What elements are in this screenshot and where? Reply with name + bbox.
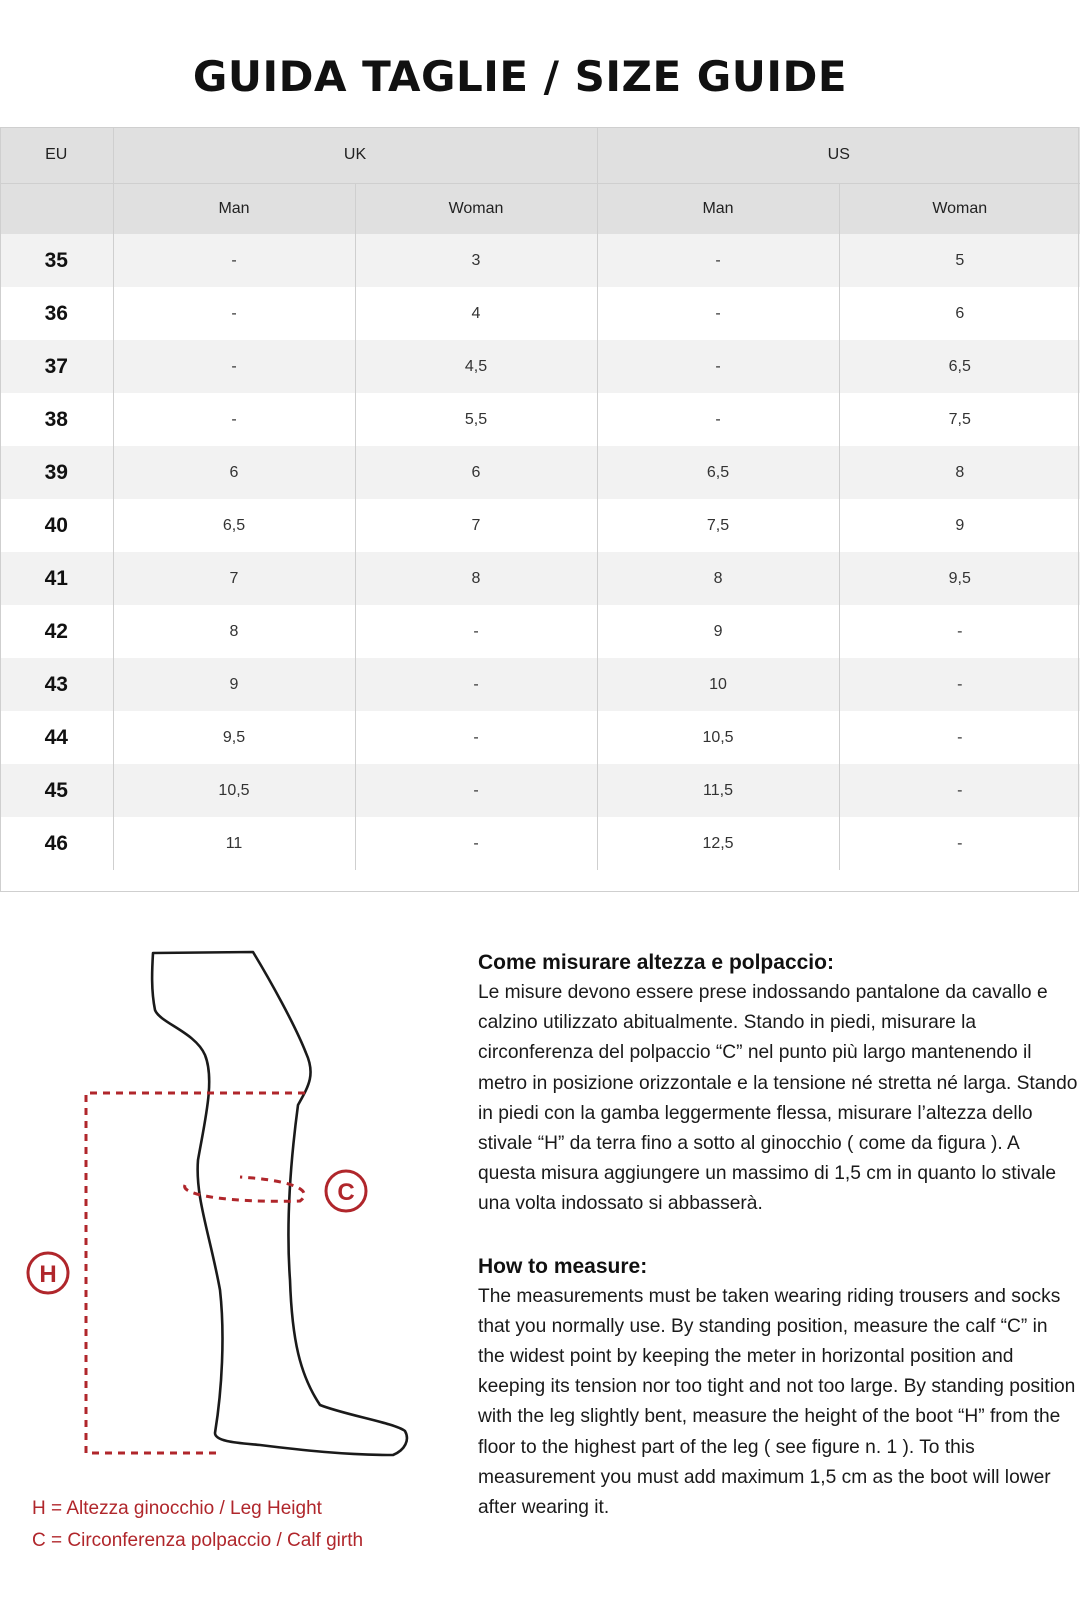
cell-uk-man: 10,5 <box>113 764 355 817</box>
instructions <box>478 948 1078 1523</box>
table-row <box>0 446 1080 499</box>
cell-us-woman: - <box>839 817 1080 870</box>
cell-eu: 45 <box>0 764 113 817</box>
uk-man-header: Man <box>113 184 355 235</box>
cell-uk-man: - <box>113 340 355 393</box>
cell-uk-man: - <box>113 393 355 446</box>
cell-us-man: - <box>597 234 839 287</box>
cell-eu: 42 <box>0 605 113 658</box>
cell-uk-woman: 5,5 <box>355 393 597 446</box>
us-header: US <box>597 127 1080 184</box>
cell-uk-woman: 4,5 <box>355 340 597 393</box>
leg-outline <box>152 952 407 1455</box>
legend-leg-height: H = Altezza ginocchio / Leg Height <box>32 1498 322 1519</box>
leg-diagram <box>0 935 460 1535</box>
cell-us-woman: 9,5 <box>839 552 1080 605</box>
cell-eu: 44 <box>0 711 113 764</box>
cell-us-woman: 8 <box>839 446 1080 499</box>
it-text: Le misure devono essere prese indossando pantalone da cavallo e calzino utilizzato abitualmente. Stando in piedi, misurare la circonferenza del polpaccio “C” nel punto più largo mantenendo il metro in posizione orizzontale e la tensione né stretta né larga. Stando in piedi con la gamba leggermente flessa, misurare l’altezza dello stivale “H” da terra fino a sotto al ginocchio ( come da figura ). A questa misura aggiungere un massimo di 1,5 cm in quanto lo stivale una volta indossato si abbasserà. <box>478 982 1078 1215</box>
en-heading: How to measure: <box>478 1254 648 1278</box>
cell-us-man: 10 <box>597 658 839 711</box>
us-man-header: Man <box>597 184 839 235</box>
cell-uk-man: 7 <box>113 552 355 605</box>
cell-uk-man: 8 <box>113 605 355 658</box>
cell-us-man: - <box>597 340 839 393</box>
cell-uk-woman: 8 <box>355 552 597 605</box>
table-row <box>0 817 1080 870</box>
cell-us-woman: 9 <box>839 499 1080 552</box>
cell-us-woman: - <box>839 658 1080 711</box>
table-header-row <box>0 127 1080 184</box>
cell-eu: 38 <box>0 393 113 446</box>
cell-us-woman: - <box>839 711 1080 764</box>
cell-uk-woman: - <box>355 764 597 817</box>
table-row <box>0 287 1080 340</box>
cell-us-man: 8 <box>597 552 839 605</box>
table-row <box>0 552 1080 605</box>
uk-header: UK <box>113 127 597 184</box>
cell-us-woman: - <box>839 764 1080 817</box>
it-heading: Come misurare altezza e polpaccio: <box>478 951 834 974</box>
uk-woman-header: Woman <box>355 184 597 235</box>
cell-us-man: 11,5 <box>597 764 839 817</box>
table-row <box>0 605 1080 658</box>
cell-eu: 35 <box>0 234 113 287</box>
cell-eu: 36 <box>0 287 113 340</box>
cell-eu: 40 <box>0 499 113 552</box>
en-text: The measurements must be taken wearing riding trousers and socks that you normally use. By standing position, measure the calf “C” in the widest point by keeping the meter in horizontal position and keeping its tension nor too tight and not too large. By standing position with the leg slightly bent, measure the height of the boot “H” from the floor to the highest part of the leg ( see figure n. 1 ). To this measurement you must add maximum 1,5 cm as the boot will lower after wearing it. <box>478 1285 1076 1519</box>
cell-us-man: 12,5 <box>597 817 839 870</box>
cell-eu: 41 <box>0 552 113 605</box>
cell-us-man: 9 <box>597 605 839 658</box>
cell-us-woman: 6,5 <box>839 340 1080 393</box>
cell-us-man: 10,5 <box>597 711 839 764</box>
size-table <box>0 127 1080 870</box>
cell-uk-woman: 7 <box>355 499 597 552</box>
cell-eu: 43 <box>0 658 113 711</box>
cell-uk-woman: 4 <box>355 287 597 340</box>
us-woman-header: Woman <box>839 184 1080 235</box>
cell-eu: 46 <box>0 817 113 870</box>
cell-uk-man: 9,5 <box>113 711 355 764</box>
c-marker-label: C <box>337 1179 355 1206</box>
h-marker-label: H <box>39 1261 57 1288</box>
cell-eu: 37 <box>0 340 113 393</box>
cell-uk-woman: 3 <box>355 234 597 287</box>
table-row <box>0 658 1080 711</box>
cell-uk-man: 9 <box>113 658 355 711</box>
legend-calf-girth: C = Circonferenza polpaccio / Calf girth <box>32 1530 364 1551</box>
cell-us-man: 6,5 <box>597 446 839 499</box>
table-row <box>0 340 1080 393</box>
cell-uk-woman: - <box>355 658 597 711</box>
eu-header: EU <box>0 127 113 184</box>
cell-uk-woman: - <box>355 605 597 658</box>
cell-uk-man: - <box>113 287 355 340</box>
cell-us-woman: - <box>839 605 1080 658</box>
table-row <box>0 234 1080 287</box>
cell-uk-man: 11 <box>113 817 355 870</box>
cell-uk-man: 6 <box>113 446 355 499</box>
h-dashed-outline <box>86 1093 305 1453</box>
cell-uk-woman: - <box>355 711 597 764</box>
cell-uk-woman: 6 <box>355 446 597 499</box>
cell-us-man: - <box>597 287 839 340</box>
cell-us-man: - <box>597 393 839 446</box>
cell-us-woman: 5 <box>839 234 1080 287</box>
table-row <box>0 499 1080 552</box>
table-subheader-row <box>0 184 1080 235</box>
cell-us-man: 7,5 <box>597 499 839 552</box>
table-row <box>0 711 1080 764</box>
subheader-empty <box>0 184 113 235</box>
cell-eu: 39 <box>0 446 113 499</box>
page-title: GUIDA TAGLIE / SIZE GUIDE <box>192 52 848 101</box>
cell-us-woman: 7,5 <box>839 393 1080 446</box>
cell-us-woman: 6 <box>839 287 1080 340</box>
cell-uk-man: - <box>113 234 355 287</box>
table-row <box>0 393 1080 446</box>
cell-uk-woman: - <box>355 817 597 870</box>
cell-uk-man: 6,5 <box>113 499 355 552</box>
c-dashed-ellipse <box>185 1177 305 1201</box>
table-row <box>0 764 1080 817</box>
